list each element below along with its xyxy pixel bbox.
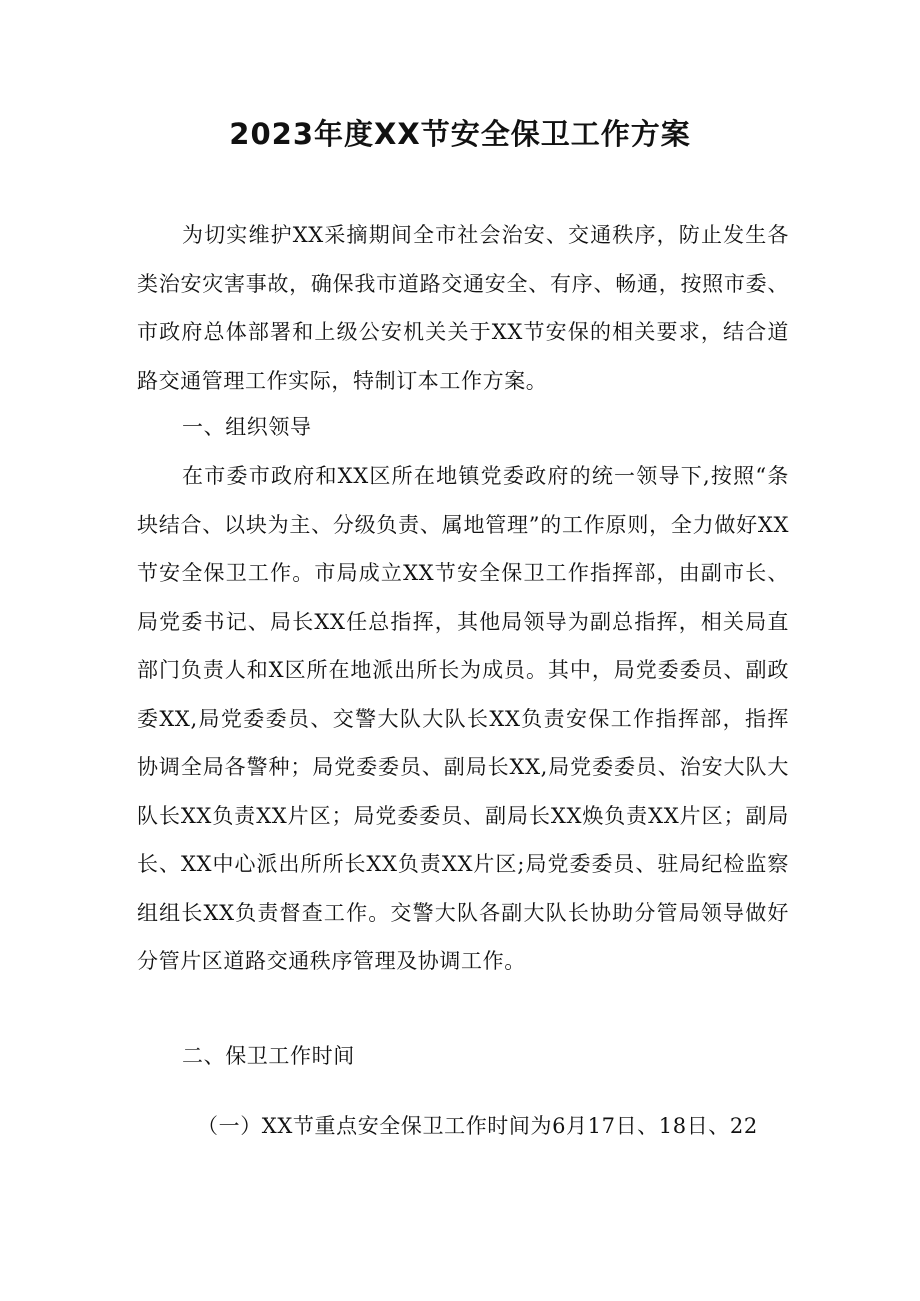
intro-paragraph: 为切实维护XX采摘期间全市社会治安、交通秩序，防止发生各类治安灾害事故，确保我市道路交通安全、有序、畅通，按照市委、市政府总体部署和上级公安机关关于XX节安保的相关要求，结合道路交通管理工作实际，特制订本工作方案。 — [137, 223, 789, 393]
section-heading-time: 二、保卫工作时间 — [182, 1044, 355, 1068]
document-title: 2023年度XX节安全保卫工作方案 — [229, 117, 691, 151]
section-heading-organization: 一、组织领导 — [182, 415, 312, 439]
organization-paragraph: 在市委市政府和XX区所在地镇党委政府的统一领导下,按照“条块结合、以块为主、分级负责、属地管理”的工作原则，全力做好XX节安全保卫工作。市局成立XX节安全保卫工作指挥部，由副市长、局党委书记、局长XX任总指挥，其他局领导为副总指挥，相关局直部门负责人和X区所在地派出所长为成员。其中，局党委委员、副政委XX,局党委委员、交警大队大队长XX负责安保工作指挥部，指挥协调全局各警种；局党委委员、副局长XX,局党委委员、治安大队大队长XX负责XX片区；局党委委员、副局长XX焕负责XX片区；副局长、XX中心派出所所长XX负责XX片区;局党委委员、驻局纪检监察组组长XX负责督查工作。交警大队各副大队长协助分管局领导做好分管片区道路交通秩序管理及协调工作。 — [137, 464, 789, 973]
time-item-paragraph: （一）XX节重点安全保卫工作时间为6月17日、18日、22 — [197, 1114, 758, 1138]
